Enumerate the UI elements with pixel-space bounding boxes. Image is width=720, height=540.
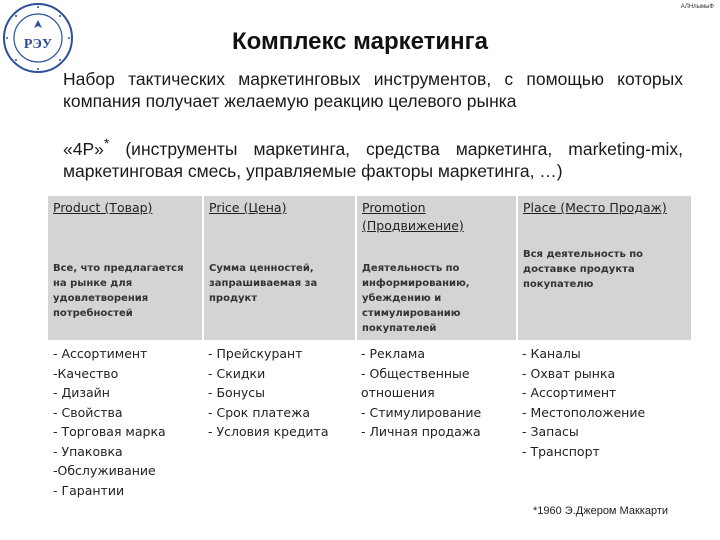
- list-item: -Качество: [53, 365, 119, 381]
- page-title: Комплекс маркетинга: [231, 28, 489, 55]
- list-item: - Гарантии: [53, 482, 125, 498]
- list-item: - Бонусы: [208, 385, 266, 400]
- list-item: - Прейскурант: [208, 346, 303, 361]
- desc-product: Все, что предлагается на рынке для удовлетворения потребностей: [48, 243, 203, 340]
- list-item: - Ассортимент: [522, 385, 617, 400]
- list-item: - Реклама: [361, 346, 426, 361]
- marketing-mix-table: [48, 196, 691, 504]
- list-item: - Срок платежа: [208, 404, 311, 420]
- fourp-text: (инструменты маркетинга, средства маркетинга, marketing-mix, маркетинговая смесь, управляемые факторы маркетинга, …): [63, 138, 683, 181]
- desc-promotion: Деятельность по информированию, убеждению и стимулированию покупателей: [356, 243, 517, 340]
- table-description-row: [48, 243, 691, 340]
- desc-price: Сумма ценностей, запрашиваемая за продукт: [203, 243, 356, 340]
- table-list-row: [48, 340, 691, 504]
- header-promotion: Promotion (Продвижение): [356, 196, 517, 243]
- list-item: - Ассортимент: [53, 346, 148, 361]
- list-item: - Личная продажа: [361, 424, 481, 439]
- footnote: *1960 Э.Джером Маккарти: [533, 505, 668, 517]
- fourp-label: «4P»: [63, 138, 104, 159]
- header-product: Product (Товар): [48, 196, 203, 243]
- logo-letters: РЭУ: [23, 37, 53, 52]
- header-place: Place (Место Продаж): [517, 196, 691, 243]
- list-item: - Торговая марка: [53, 424, 166, 439]
- list-item: - Упаковка: [53, 443, 123, 459]
- list-item: -Обслуживание: [53, 463, 156, 478]
- list-product: [48, 340, 203, 504]
- list-item: - Стимулирование: [361, 404, 482, 420]
- list-item: - Общественные отношения: [361, 365, 470, 400]
- fourp-paragraph: [63, 132, 683, 182]
- definition-text: Набор тактических маркетинговых инструментов, с помощью которых компания получает желаемую реакцию целевого рынка: [63, 69, 683, 111]
- list-item: - Каналы: [522, 346, 581, 361]
- list-item: - Транспорт: [522, 443, 600, 459]
- list-item: - Дизайн: [53, 385, 110, 400]
- header-price: Price (Цена): [203, 196, 356, 243]
- list-item: - Условия кредита: [208, 424, 329, 439]
- list-item: - Свойства: [53, 404, 123, 420]
- list-price: [203, 340, 356, 504]
- fourp-star: *: [103, 135, 110, 151]
- corner-mark: АЛНлымыФ: [680, 4, 714, 10]
- list-item: - Запасы: [522, 424, 579, 439]
- desc-place: Вся деятельность по доставке продукта покупателю: [517, 243, 691, 340]
- list-item: - Местоположение: [522, 404, 646, 420]
- list-item: - Охват рынка: [522, 365, 616, 381]
- table-header-row: [48, 196, 691, 243]
- list-place: [517, 340, 691, 504]
- list-item: - Скидки: [208, 365, 266, 381]
- list-promotion: [356, 340, 517, 504]
